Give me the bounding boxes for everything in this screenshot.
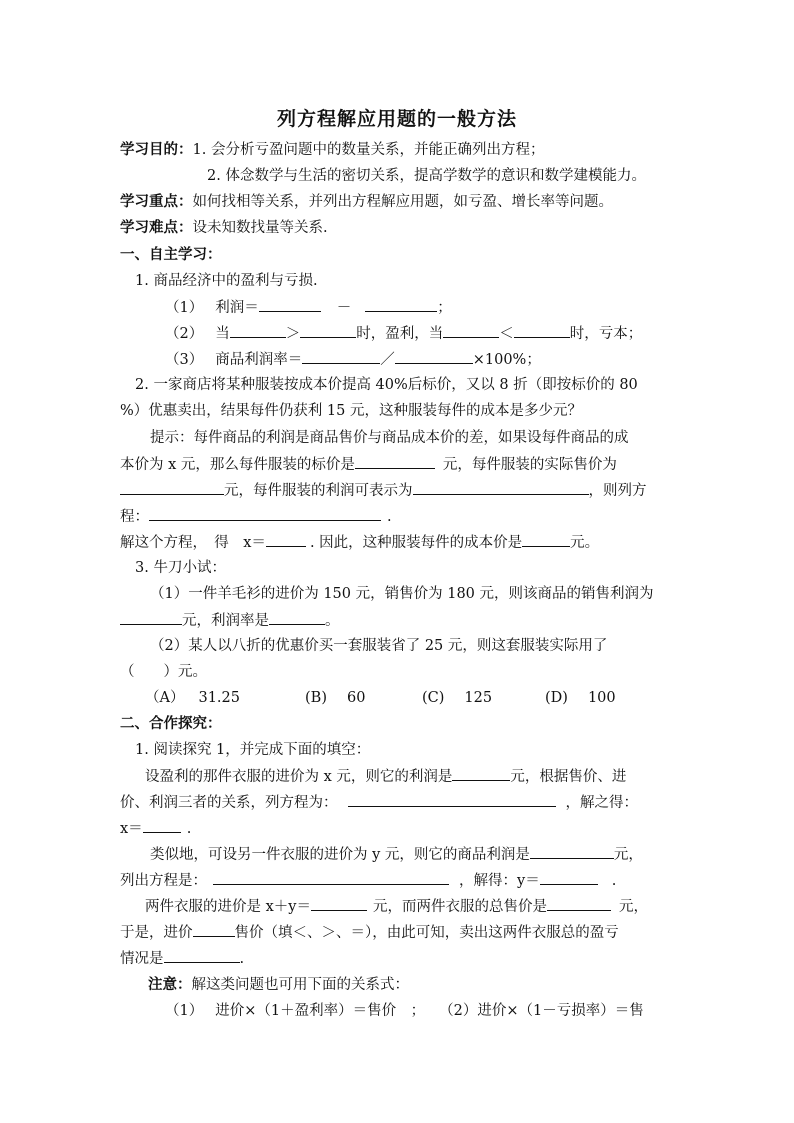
answer-blank[interactable] [149,506,381,521]
goal-item-2: 2. 体念数学与生活的密切关系，提高学数学的意识和数学建模能力。 [207,168,646,184]
s1-q3-2-line2: （ ）元。 [120,664,207,680]
hint-line4 [120,506,392,527]
s1-q3-1-line1: （1）一件羊毛衫的进价为 150 元，销售价为 180 元，则该商品的销售利润为 [150,586,654,602]
s2-text: 价、利润三者的关系，列方程为： [120,795,338,811]
s2-p3-line2 [120,922,619,943]
s2-p3-line1 [145,896,648,917]
s2-text: . [239,951,245,967]
s1-q1-2-end: 时，亏本； [569,326,643,342]
s1-q1-2-num: （2） [165,326,204,342]
s1-q1-3-text: 商品利润率＝ [215,352,303,368]
note-label: 注意： [148,977,192,993]
s2-text: 设盈利的那件衣服的进价为 x 元，则它的利润是 [145,769,453,785]
section2-heading: 二、合作探究： [120,716,222,732]
hint-text: 程： [120,509,149,525]
s1-q1-item3 [165,349,541,370]
s1-q3-1-text: 元，利润率是 [182,613,269,629]
option-label: (C) [422,690,445,706]
s2-text: 两件衣服的进价是 x＋y＝ [145,899,311,915]
formula-line [165,1001,644,1021]
s2-text: ，解得：y＝ [459,873,540,889]
answer-blank[interactable] [514,323,570,338]
s2-text: 于是，进价 [120,925,193,941]
option-c[interactable] [422,688,492,708]
s1-q1-1-num: （1） [165,300,204,316]
answer-blank[interactable] [355,454,435,469]
hint-text: 元，每件服装的实际售价为 [442,457,617,473]
s1-q1-item1 [165,297,452,318]
answer-blank[interactable] [213,870,449,885]
s2-text: 元，而两件衣服的总售价是 [372,899,547,915]
s1-q3-2-line1: （2）某人以八折的优惠价买一套服装省了 25 元，则这套服装实际用了 [150,638,608,654]
note-text: 解这类问题也可用下面的关系式： [191,977,409,993]
answer-blank[interactable] [452,766,510,781]
s2-text: 元， [618,899,648,915]
answer-blank[interactable] [530,844,614,859]
option-value: 60 [346,690,366,706]
s1-q1-3-end: ×100%； [472,352,541,368]
option-value: 125 [464,690,493,706]
option-d[interactable] [545,688,616,708]
option-value: 100 [587,690,616,706]
option-a[interactable] [145,688,240,708]
answer-blank[interactable] [365,297,437,312]
s1-q1-item2 [165,323,642,344]
answer-blank[interactable] [143,818,181,833]
key-point-label: 学习重点： [120,194,193,210]
answer-blank[interactable] [413,480,589,495]
difficulty-line [120,218,328,238]
s1-q3: 3. 牛刀小试： [135,560,226,576]
semicolon: ； [437,300,452,316]
difficulty-text: 设未知数找量等关系. [192,220,328,236]
difficulty-label: 学习难点： [120,220,193,236]
less-than-sign: ＜ [499,326,514,342]
key-point-text: 如何找相等关系，并列出方程解应用题，如亏盈、增长率等问题。 [192,194,613,210]
goal-item-1: 1. 会分析亏盈问题中的数量关系，并能正确列出方程； [192,142,545,158]
answer-blank[interactable] [300,323,356,338]
s1-q1: 1. 商品经济中的盈利与亏损. [135,273,318,289]
answer-blank[interactable] [395,349,473,364]
answer-blank[interactable] [443,323,499,338]
s2-p3-line3 [120,948,244,969]
s1-q1-2-text: 当 [215,326,230,342]
hint-text: 本价为 x 元，那么每件服装的标价是 [120,457,355,473]
s2-text: ，解之得： [565,795,638,811]
s2-q1: 1. 阅读探究 1，并完成下面的填空： [135,742,371,758]
section1-heading: 一、自主学习： [120,247,222,263]
answer-blank[interactable] [522,532,570,547]
hint-line2 [120,454,617,475]
divide-sign: ／ [380,352,395,368]
answer-blank[interactable] [348,792,556,807]
s2-text: . [186,821,192,837]
answer-blank[interactable] [230,323,286,338]
s2-p2-line1 [150,844,643,865]
option-value: 31.25 [198,690,240,706]
note-line [148,975,409,995]
option-b[interactable] [305,688,365,708]
greater-than-sign: ＞ [285,326,301,342]
formula-2: （2）进价×（1－亏损率）＝售 [439,1003,644,1019]
solve-line [120,532,599,553]
s1-q3-1-text: 。 [325,613,340,629]
hint-text: ，则列方 [588,483,647,499]
answer-blank[interactable] [547,896,611,911]
s2-text: 列出方程是： [120,873,207,889]
s2-text: 情况是 [120,951,164,967]
formula-num: （1） [165,1003,204,1019]
answer-blank[interactable] [193,922,235,937]
answer-blank[interactable] [540,870,598,885]
s1-q2-line2: %）优惠卖出，结果每件仍获利 15 元，这种服装每件的成本是多少元？ [120,403,582,419]
answer-blank[interactable] [164,948,240,963]
s2-p1-line1 [145,766,626,787]
solve-text: . 因此，这种服装每件的成本价是 [309,535,523,551]
option-label: （A） [145,690,185,706]
s1-q2-line1: 2. 一家商店将某种服装按成本价提高 40%后标价，又以 8 折（即按标价的 80 [135,377,638,393]
s2-text: 元， [613,847,643,863]
s2-text: 售价（填＜、＞、＝），由此可知，卖出这两件衣服总的盈亏 [234,925,619,941]
s1-q1-3-num: （3） [165,352,204,368]
s1-q1-2-mid: 时，盈利，当 [356,326,444,342]
s2-text: . [611,873,617,889]
key-point-line [120,192,613,212]
s2-p2-line2 [120,870,616,891]
answer-blank[interactable] [311,896,367,911]
answer-blank[interactable] [120,610,182,625]
option-label: (B) [305,690,327,706]
solve-text: 解这个方程， 得 x＝ [120,535,266,551]
s2-text: 元，根据售价、进 [510,769,627,785]
answer-blank[interactable] [269,610,325,625]
s2-text: 类似地，可设另一件衣服的进价为 y 元，则它的商品利润是 [150,847,530,863]
answer-blank[interactable] [120,480,224,495]
minus-sign: － [336,300,352,316]
s1-q3-1-line2 [120,610,340,631]
s2-p1-line3 [120,818,191,839]
hint-line3 [120,480,647,501]
page-title: 列方程解应用题的一般方法 [276,108,517,130]
option-label: (D) [545,690,568,706]
solve-text: 元。 [570,535,600,551]
hint-text: 元，每件服装的利润可表示为 [224,483,413,499]
hint-line1: 提示：每件商品的利润是商品售价与商品成本价的差，如果设每件商品的成 [150,430,629,446]
s1-q1-1-text: 利润＝ [215,300,259,316]
answer-blank[interactable] [302,349,380,364]
formula-1: 进价×（1＋盈利率）＝售价 ； [215,1003,426,1019]
hint-text: . [387,509,392,525]
answer-blank[interactable] [259,297,321,312]
s2-p1-line2 [120,792,638,813]
answer-blank[interactable] [266,532,306,547]
goals-label: 学习目的： [120,142,193,158]
s2-text: x＝ [120,821,143,837]
goals-line-1 [120,140,544,160]
